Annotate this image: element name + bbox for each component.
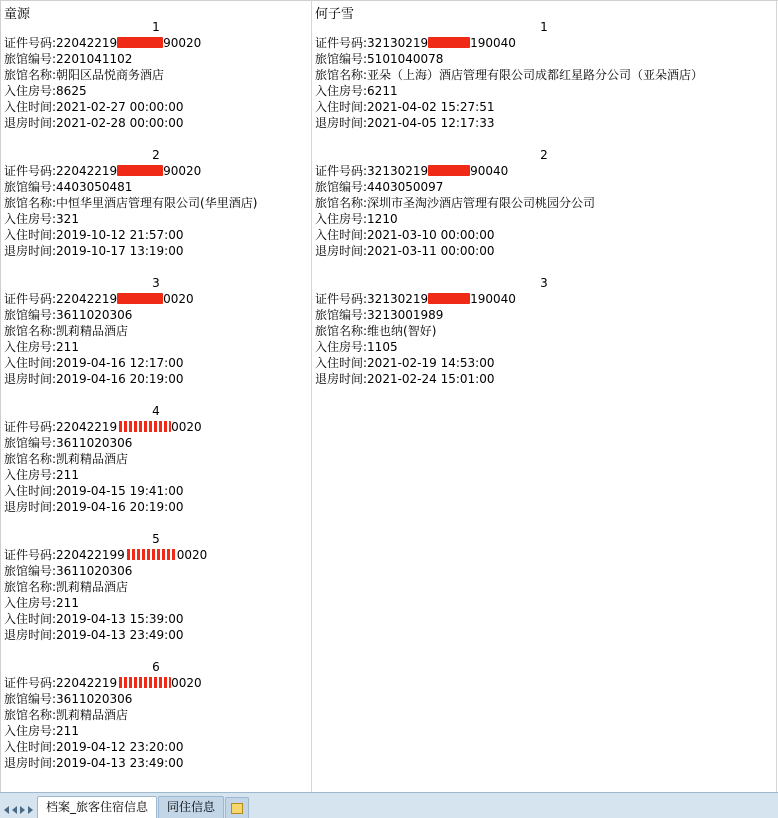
id-number-row: [1, 675, 311, 691]
hotel-code-label: 旅馆编号:: [4, 692, 57, 706]
sheet-nav-buttons[interactable]: [0, 806, 37, 818]
row-spacer: [1, 515, 311, 531]
checkin-time-row: [1, 483, 311, 499]
hotel-code-row: [1, 563, 311, 579]
redaction-bar: [117, 165, 163, 176]
checkout-time-row: [1, 627, 311, 643]
id-number-suffix: 0020: [171, 420, 202, 434]
checkout-time-label: 退房时间:: [4, 116, 57, 130]
record-number: 4: [152, 404, 160, 418]
room-number-label: 入住房号:: [315, 84, 368, 98]
hotel-code-label: 旅馆编号:: [315, 52, 368, 66]
room-number-value: 211: [56, 340, 79, 354]
redaction-bar: [125, 549, 177, 560]
id-number-row: [312, 163, 776, 179]
hotel-name-row: [1, 195, 311, 211]
hotel-name-value: 凯莉精品酒店: [56, 708, 129, 722]
checkout-time-row: [312, 243, 776, 259]
record-number: 5: [152, 532, 160, 546]
checkin-time-label: 入住时间:: [315, 228, 368, 242]
stay-record[interactable]: [1, 403, 311, 531]
checkin-time-label: 入住时间:: [4, 484, 57, 498]
hotel-code-value: 5101040078: [367, 52, 444, 66]
checkout-time-value: 2021-02-28 00:00:00: [56, 116, 184, 130]
hotel-name-value: 深圳市圣淘沙酒店管理有限公司桃园分公司: [367, 196, 596, 210]
id-number-label: 证件号码:: [4, 420, 57, 434]
hotel-code-value: 3611020306: [56, 436, 133, 450]
hotel-name-row: [1, 67, 311, 83]
id-number-prefix: 220422199: [56, 548, 125, 562]
checkin-time-row: [1, 99, 311, 115]
hotel-code-label: 旅馆编号:: [315, 180, 368, 194]
record-number: 3: [152, 276, 160, 290]
id-number-label: 证件号码:: [315, 292, 368, 306]
checkin-time-value: 2019-04-12 23:20:00: [56, 740, 184, 754]
column-person-2[interactable]: [312, 1, 777, 793]
checkin-time-label: 入住时间:: [4, 612, 57, 626]
id-number-suffix: 0020: [171, 676, 202, 690]
checkin-time-row: [1, 227, 311, 243]
hotel-code-value: 2201041102: [56, 52, 133, 66]
hotel-name-label: 旅馆名称:: [4, 708, 57, 722]
checkin-time-value: 2019-10-12 21:57:00: [56, 228, 184, 242]
row-spacer: [312, 131, 776, 147]
redaction-bar: [117, 293, 163, 304]
sheet-tab-cohabitant-info[interactable]: 同住信息: [158, 796, 224, 818]
hotel-code-row: [312, 307, 776, 323]
hotel-name-row: [1, 579, 311, 595]
checkout-time-row: [1, 115, 311, 131]
room-number-label: 入住房号:: [315, 212, 368, 226]
stay-record[interactable]: [1, 275, 311, 403]
hotel-code-label: 旅馆编号:: [315, 308, 368, 322]
checkin-time-row: [1, 355, 311, 371]
checkin-time-value: 2021-02-27 00:00:00: [56, 100, 184, 114]
checkin-time-row: [1, 611, 311, 627]
id-number-suffix: 90040: [470, 164, 509, 178]
room-number-value: 321: [56, 212, 79, 226]
checkout-time-value: 2019-04-13 23:49:00: [56, 756, 184, 770]
hotel-code-row: [1, 51, 311, 67]
hotel-name-row: [312, 323, 776, 339]
id-number-prefix: 32130219: [367, 164, 429, 178]
hotel-code-label: 旅馆编号:: [4, 564, 57, 578]
hotel-code-value: 3611020306: [56, 692, 133, 706]
id-number-suffix: 190040: [470, 292, 516, 306]
hotel-code-row: [1, 307, 311, 323]
checkin-time-label: 入住时间:: [315, 100, 368, 114]
room-number-label: 入住房号:: [4, 340, 57, 354]
row-spacer: [1, 643, 311, 659]
checkout-time-value: 2021-03-11 00:00:00: [367, 244, 495, 258]
redaction-bar: [117, 677, 171, 688]
room-number-label: 入住房号:: [4, 596, 57, 610]
id-number-prefix: 22042219: [56, 164, 118, 178]
add-sheet-button[interactable]: [225, 797, 249, 818]
stay-record[interactable]: [312, 275, 776, 387]
id-number-row: [1, 547, 311, 563]
record-number: 2: [152, 148, 160, 162]
record-number: 2: [540, 148, 548, 162]
column-header-name-2: 何子雪: [315, 7, 355, 19]
hotel-name-row: [1, 451, 311, 467]
stay-record[interactable]: [312, 147, 776, 275]
checkin-time-value: 2019-04-16 12:17:00: [56, 356, 184, 370]
checkin-time-value: 2019-04-15 19:41:00: [56, 484, 184, 498]
hotel-name-value: 朝阳区品悦商务酒店: [56, 68, 165, 82]
checkout-time-value: 2019-04-16 20:19:00: [56, 500, 184, 514]
checkin-time-label: 入住时间:: [4, 740, 57, 754]
room-number-row: [312, 211, 776, 227]
checkout-time-label: 退房时间:: [4, 244, 57, 258]
checkout-time-row: [1, 755, 311, 771]
room-number-label: 入住房号:: [4, 84, 57, 98]
hotel-name-row: [1, 323, 311, 339]
checkin-time-label: 入住时间:: [4, 356, 57, 370]
checkout-time-row: [1, 499, 311, 515]
room-number-row: [312, 339, 776, 355]
room-number-row: [1, 467, 311, 483]
id-number-suffix: 0020: [163, 292, 194, 306]
hotel-code-label: 旅馆编号:: [4, 180, 57, 194]
room-number-label: 入住房号:: [315, 340, 368, 354]
checkout-time-label: 退房时间:: [4, 372, 57, 386]
hotel-name-value: 中恒华里酒店管理有限公司(华里酒店): [56, 196, 258, 210]
next-sheet-icon[interactable]: [20, 806, 25, 814]
hotel-name-value: 凯莉精品酒店: [56, 452, 129, 466]
checkout-time-value: 2019-10-17 13:19:00: [56, 244, 184, 258]
checkin-time-value: 2021-04-02 15:27:51: [367, 100, 495, 114]
id-number-label: 证件号码:: [315, 36, 368, 50]
row-spacer: [1, 259, 311, 275]
room-number-row: [1, 339, 311, 355]
hotel-name-label: 旅馆名称:: [315, 68, 368, 82]
hotel-name-row: [1, 707, 311, 723]
record-number: 1: [152, 20, 160, 34]
id-number-prefix: 22042219: [56, 292, 118, 306]
row-spacer: [1, 387, 311, 403]
hotel-name-value: 凯莉精品酒店: [56, 324, 129, 338]
checkin-time-row: [312, 99, 776, 115]
id-number-label: 证件号码:: [4, 548, 57, 562]
checkin-time-label: 入住时间:: [4, 100, 57, 114]
id-number-row: [1, 419, 311, 435]
hotel-name-label: 旅馆名称:: [4, 580, 57, 594]
entries-list-2: [312, 19, 776, 387]
id-number-label: 证件号码:: [4, 164, 57, 178]
room-number-label: 入住房号:: [4, 468, 57, 482]
checkin-time-label: 入住时间:: [4, 228, 57, 242]
checkout-time-row: [312, 115, 776, 131]
checkout-time-label: 退房时间:: [4, 500, 57, 514]
checkin-time-value: 2021-03-10 00:00:00: [367, 228, 495, 242]
hotel-name-value: 亚朵（上海）酒店管理有限公司成都红星路分公司（亚朵酒店）: [367, 68, 704, 82]
tab-bar-empty-area: [249, 793, 778, 818]
record-number: 1: [540, 20, 548, 34]
redaction-bar: [428, 165, 470, 176]
hotel-code-label: 旅馆编号:: [4, 52, 57, 66]
hotel-name-label: 旅馆名称:: [315, 324, 368, 338]
id-number-prefix: 22042219: [56, 420, 118, 434]
checkin-time-value: 2021-02-19 14:53:00: [367, 356, 495, 370]
room-number-value: 6211: [367, 84, 398, 98]
hotel-name-row: [312, 67, 776, 83]
hotel-code-value: 3213001989: [367, 308, 444, 322]
checkin-time-row: [312, 355, 776, 371]
id-number-label: 证件号码:: [4, 292, 57, 306]
id-number-suffix: 190040: [470, 36, 516, 50]
entries-list-1: [1, 19, 311, 771]
id-number-prefix: 32130219: [367, 36, 429, 50]
id-number-suffix: 90020: [163, 164, 202, 178]
hotel-code-value: 4403050097: [367, 180, 444, 194]
hotel-code-value: 3611020306: [56, 564, 133, 578]
room-number-value: 211: [56, 596, 79, 610]
checkout-time-value: 2019-04-16 20:19:00: [56, 372, 184, 386]
row-spacer: [312, 259, 776, 275]
room-number-row: [1, 211, 311, 227]
hotel-code-label: 旅馆编号:: [4, 308, 57, 322]
room-number-value: 1210: [367, 212, 398, 226]
checkout-time-row: [1, 243, 311, 259]
room-number-value: 211: [56, 724, 79, 738]
hotel-code-row: [1, 435, 311, 451]
checkout-time-label: 退房时间:: [315, 244, 368, 258]
stay-record[interactable]: [1, 147, 311, 275]
id-number-suffix: 0020: [176, 548, 208, 562]
column-header-name-1: 童源: [4, 7, 31, 19]
hotel-code-row: [312, 179, 776, 195]
id-number-row: [312, 291, 776, 307]
hotel-name-row: [312, 195, 776, 211]
room-number-label: 入住房号:: [4, 724, 57, 738]
checkout-time-label: 退房时间:: [315, 372, 368, 386]
room-number-row: [1, 595, 311, 611]
redaction-bar: [117, 421, 171, 432]
hotel-code-label: 旅馆编号:: [4, 436, 57, 450]
redaction-bar: [117, 37, 163, 48]
id-number-label: 证件号码:: [4, 676, 57, 690]
id-number-row: [1, 35, 311, 51]
checkout-time-label: 退房时间:: [4, 628, 57, 642]
record-number: 6: [152, 660, 160, 674]
id-number-label: 证件号码:: [315, 164, 368, 178]
column-person-1[interactable]: [1, 1, 312, 793]
room-number-value: 1105: [367, 340, 398, 354]
checkout-time-row: [312, 371, 776, 387]
hotel-name-label: 旅馆名称:: [4, 452, 57, 466]
room-number-value: 211: [56, 468, 79, 482]
checkout-time-label: 退房时间:: [315, 116, 368, 130]
stay-record[interactable]: [312, 19, 776, 147]
hotel-code-row: [1, 179, 311, 195]
id-number-prefix: 22042219: [56, 676, 118, 690]
prev-sheet-icon[interactable]: [12, 806, 17, 814]
checkout-time-row: [1, 371, 311, 387]
hotel-name-value: 凯莉精品酒店: [56, 580, 129, 594]
hotel-code-value: 4403050481: [56, 180, 133, 194]
redaction-bar: [428, 293, 470, 304]
id-number-suffix: 90020: [163, 36, 202, 50]
stay-record[interactable]: [1, 19, 311, 147]
hotel-code-row: [312, 51, 776, 67]
id-number-prefix: 22042219: [56, 36, 118, 50]
checkout-time-label: 退房时间:: [4, 756, 57, 770]
hotel-name-value: 维也纳(智好): [367, 324, 437, 338]
last-sheet-icon[interactable]: [28, 806, 33, 814]
hotel-name-label: 旅馆名称:: [4, 196, 57, 210]
id-number-row: [312, 35, 776, 51]
record-number: 3: [540, 276, 548, 290]
id-number-prefix: 32130219: [367, 292, 429, 306]
id-number-row: [1, 163, 311, 179]
checkout-time-value: 2021-04-05 12:17:33: [367, 116, 495, 130]
room-number-row: [312, 83, 776, 99]
room-number-label: 入住房号:: [4, 212, 57, 226]
room-number-row: [1, 723, 311, 739]
room-number-value: 8625: [56, 84, 87, 98]
checkin-time-row: [1, 739, 311, 755]
row-spacer: [1, 131, 311, 147]
hotel-name-label: 旅馆名称:: [4, 68, 57, 82]
redaction-bar: [428, 37, 470, 48]
hotel-name-label: 旅馆名称:: [4, 324, 57, 338]
stay-record[interactable]: [1, 531, 311, 659]
room-number-row: [1, 83, 311, 99]
columns-container: [1, 1, 778, 793]
hotel-name-label: 旅馆名称:: [315, 196, 368, 210]
id-number-row: [1, 291, 311, 307]
hotel-code-value: 3611020306: [56, 308, 133, 322]
checkout-time-value: 2019-04-13 23:49:00: [56, 628, 184, 642]
first-sheet-icon[interactable]: [4, 806, 9, 814]
stay-record[interactable]: [1, 659, 311, 771]
id-number-label: 证件号码:: [4, 36, 57, 50]
checkin-time-label: 入住时间:: [315, 356, 368, 370]
checkin-time-row: [312, 227, 776, 243]
checkout-time-value: 2021-02-24 15:01:00: [367, 372, 495, 386]
sheet-tab-archive-guest-info[interactable]: 档案_旅客住宿信息: [37, 796, 157, 818]
checkin-time-value: 2019-04-13 15:39:00: [56, 612, 184, 626]
hotel-code-row: [1, 691, 311, 707]
sheet-tab-bar[interactable]: [0, 792, 778, 818]
